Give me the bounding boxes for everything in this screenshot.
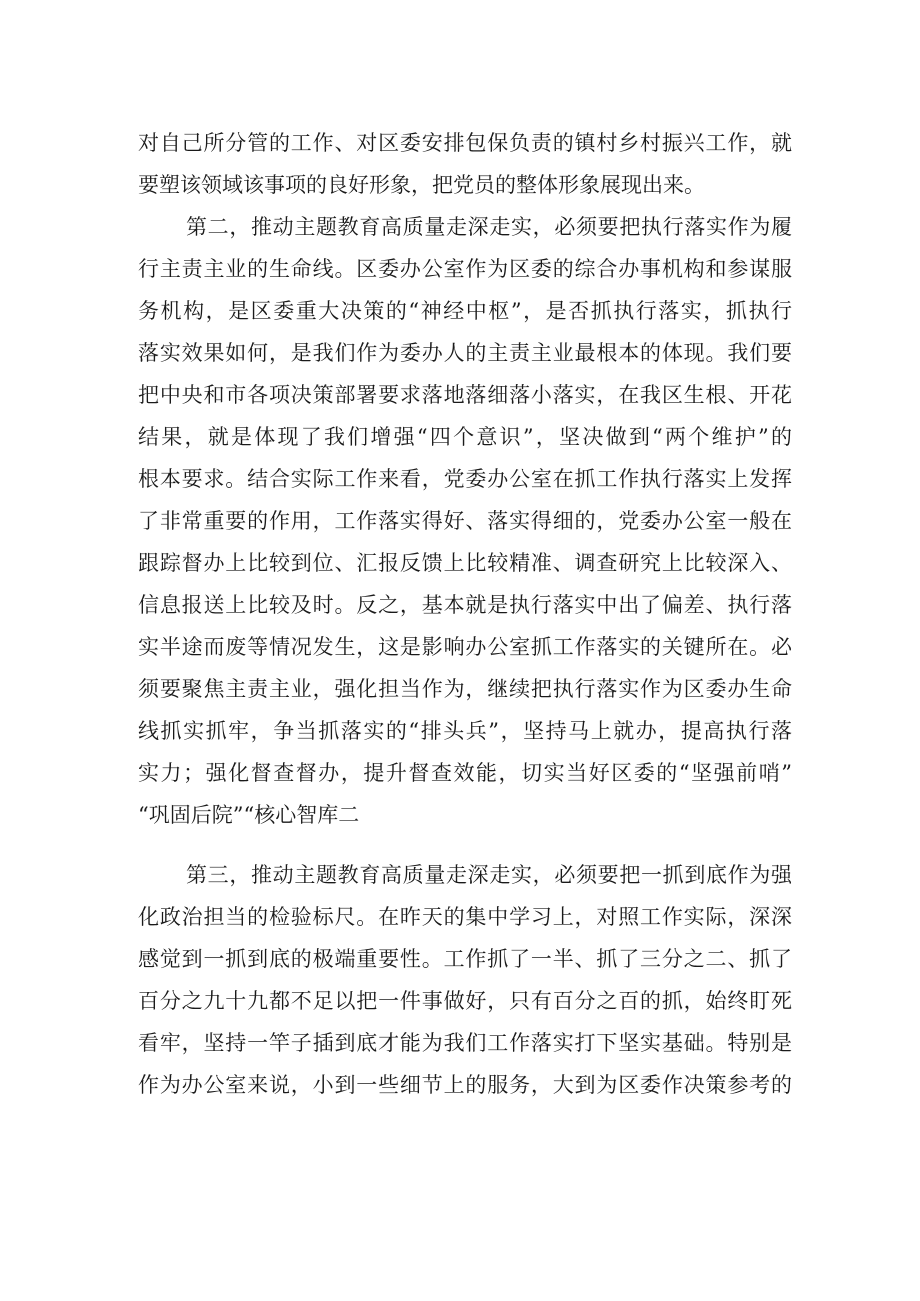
paragraph-1-line-1: 对自己所分管的工作、对区委安排包保负责的镇村乡村振兴工作，就 [138,131,792,155]
paragraph-2-line-9: 跟踪督办上比较到位、汇报反馈上比较精准、调查研究上比较深入、 [138,551,792,575]
paragraph-2-line-11: 实半途而废等情况发生，这是影响办公室抓工作落实的关键所在。必 [138,635,792,659]
paragraph-2-line-12: 须要聚焦主责主业，强化担当作为，继续把执行落实作为区委办生命 [138,677,792,701]
paragraph-3-line-2: 化政治担当的检验标尺。在昨天的集中学习上，对照工作实际，深深 [138,905,792,929]
paragraph-2-line-8: 了非常重要的作用，工作落实得好、落实得细的，党委办公室一般在 [138,509,792,533]
paragraph-2-line-2: 行主责主业的生命线。区委办公室作为区委的综合办事机构和参谋服 [138,257,792,281]
paragraph-2-line-10: 信息报送上比较及时。反之，基本就是执行落实中出了偏差、执行落 [138,593,792,617]
paragraph-2-line-14: 实力；强化督查督办，提升督查效能，切实当好区委的“坚强前哨” [138,761,792,785]
paragraph-2-line-7: 根本要求。结合实际工作来看，党委办公室在抓工作执行落实上发挥 [138,467,792,491]
paragraph-3-line-3: 感觉到一抓到底的极端重要性。工作抓了一半、抓了三分之二、抓了 [138,947,792,971]
paragraph-2-line-1: 第二，推动主题教育高质量走深走实，必须要把执行落实作为履 [186,215,792,239]
paragraph-3-line-1: 第三，推动主题教育高质量走深走实，必须要把一抓到底作为强 [186,863,792,887]
paragraph-2-line-13: 线抓实抓牢，争当抓落实的“排头兵”，坚持马上就办，提高执行落 [138,719,792,743]
paragraph-2-line-3: 务机构，是区委重大决策的“神经中枢”，是否抓执行落实，抓执行 [138,299,792,323]
paragraph-1-line-2: 要塑该领域该事项的良好形象，把党员的整体形象展现出来。 [138,173,705,197]
paragraph-3-line-6: 作为办公室来说，小到一些细节上的服务，大到为区委作决策参考的 [138,1073,792,1097]
paragraph-2-line-6: 结果，就是体现了我们增强“四个意识”，坚决做到“两个维护”的 [138,425,792,449]
paragraph-2-line-4: 落实效果如何，是我们作为委办人的主责主业最根本的体现。我们要 [138,341,792,365]
paragraph-3-line-4: 百分之九十九都不足以把一件事做好，只有百分之百的抓，始终盯死 [138,989,792,1013]
paragraph-2-line-15: “巩固后院”“核心智库二 [138,803,360,827]
paragraph-3-line-5: 看牢，坚持一竿子插到底才能为我们工作落实打下坚实基础。特别是 [138,1031,792,1055]
paragraph-2-line-5: 把中央和市各项决策部署要求落地落细落小落实，在我区生根、开花 [138,383,792,407]
